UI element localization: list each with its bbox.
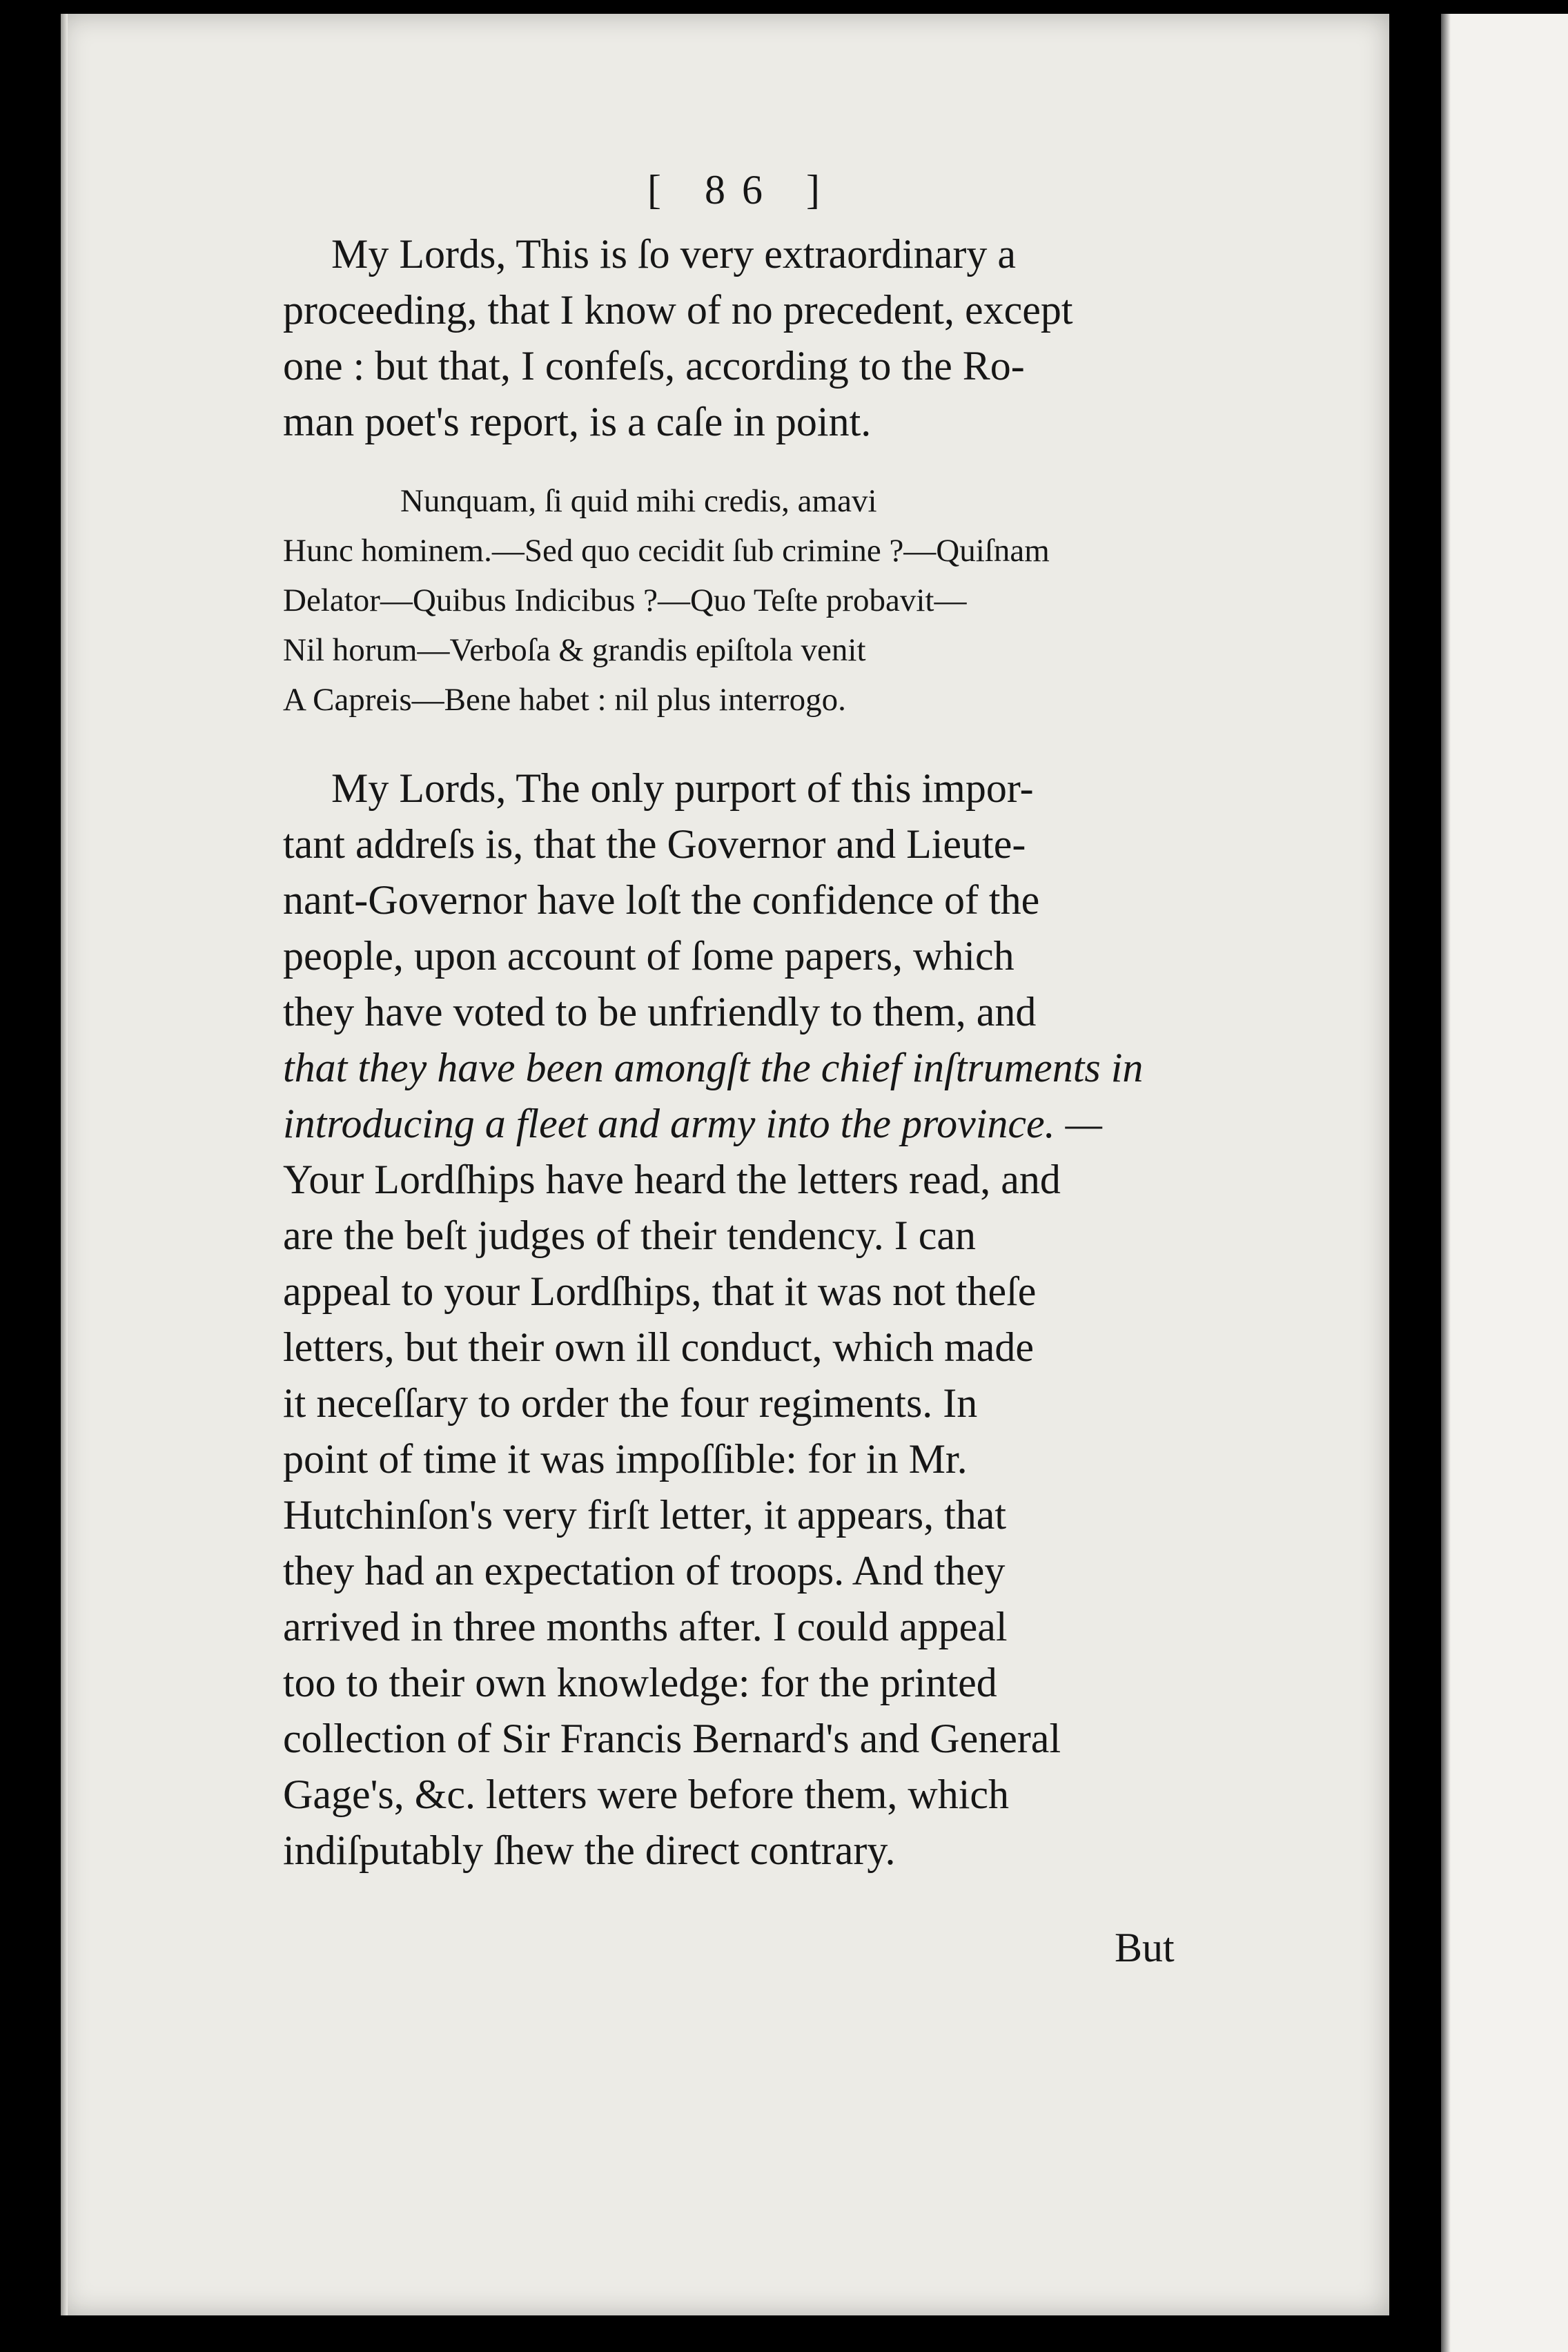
facing-page-edge: [1441, 14, 1568, 2352]
text-line: man poet's report, is a caſe in point.: [283, 399, 872, 444]
text-line: too to their own knowledge: for the printed: [283, 1660, 997, 1705]
text-line: they have voted to be unfriendly to them, and: [283, 989, 1037, 1035]
quote-line: Nunquam, ſi quid mihi credis, amavi: [400, 483, 877, 519]
text-line: one : but that, I confeſs, according to the Ro-: [283, 343, 1025, 389]
quote-line: A Capreis—Bene habet : nil plus interrogo.: [283, 682, 846, 718]
text-line: tant addreſs is, that the Governor and Lieute-: [283, 821, 1026, 867]
text-line: appeal to your Lordſhips, that it was not theſe: [283, 1268, 1037, 1314]
quote-line: Nil horum—Verboſa & grandis epiſtola venit: [283, 632, 866, 668]
text-line: collection of Sir Francis Bernard's and General: [283, 1716, 1061, 1761]
quote-line: Delator—Quibus Indicibus ?—Quo Teſte probavit—: [283, 582, 967, 618]
italic-text-line: introducing a fleet and army into the province. —: [283, 1101, 1103, 1146]
text-line: point of time it was impoſſible: for in Mr.: [283, 1436, 968, 1482]
text-line: are the beſt judges of their tendency. I can: [283, 1213, 977, 1258]
text-line: Your Lordſhips have heard the letters read, and: [283, 1157, 1061, 1202]
text-line: nant-Governor have loſt the confidence of the: [283, 877, 1040, 923]
catchword: But: [1115, 1925, 1175, 1970]
text-line: arrived in three months after. I could appeal: [283, 1604, 1008, 1649]
quote-line: Hunc hominem.—Sed quo cecidit ſub crimine ?—Quiſnam: [283, 533, 1050, 569]
text-line: proceeding, that I know of no precedent, except: [283, 287, 1073, 333]
text-line: people, upon account of ſome papers, which: [283, 933, 1015, 979]
page-edge-shadow: [61, 14, 68, 2315]
text-line: letters, but their own ill conduct, which made: [283, 1324, 1035, 1370]
gutter-shadow: [1441, 14, 1451, 2352]
latin-quotation: [283, 476, 1201, 725]
page-number: [ 86 ]: [647, 167, 836, 213]
italic-text-line: that they have been amongſt the chief inſtruments in: [283, 1045, 1144, 1090]
page-text: [283, 166, 1201, 1879]
text-line: My Lords, The only purport of this impor-: [331, 765, 1034, 811]
paragraph-2: [283, 761, 1201, 1879]
text-line: Gage's, &c. letters were before them, which: [283, 1772, 1010, 1817]
text-line: they had an expectation of troops. And they: [283, 1548, 1006, 1594]
text-line: indiſputably ſhew the direct contrary.: [283, 1827, 896, 1873]
text-line: Hutchinſon's very firſt letter, it appears, that: [283, 1492, 1007, 1538]
text-line: My Lords, This is ſo very extraordinary a: [331, 231, 1017, 277]
text-line: it neceſſary to order the four regiments. In: [283, 1380, 978, 1426]
paragraph-1: [283, 226, 1201, 450]
